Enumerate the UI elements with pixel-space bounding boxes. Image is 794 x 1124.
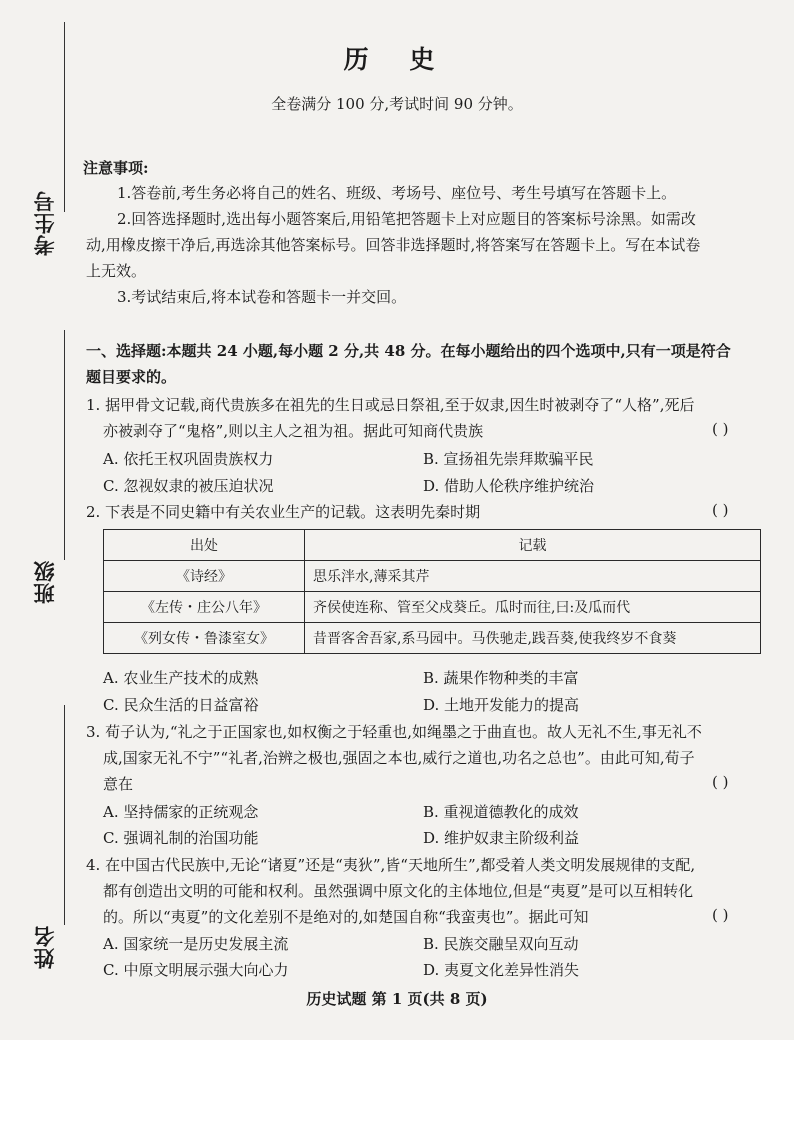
q2-option-d: D. 土地开发能力的提高	[423, 696, 580, 714]
q4-stem-line-2: 都有创造出文明的可能和权利。虽然强调中原文化的主体地位,但是“夷夏”是可以互相转化	[103, 882, 694, 900]
q3-stem-line-2: 成,国家无礼不宁”“礼者,治辨之极也,强固之本也,威行之道也,功名之总也”。由此可知,荀子	[103, 749, 695, 767]
q4-stem-line-3: 的。所以“夷夏”的文化差别不是绝对的,如楚国自称“我蛮夷也”。据此可知	[103, 908, 589, 926]
q1-option-c: C. 忽视奴隶的被压迫状况	[103, 477, 274, 495]
q3-option-d: D. 维护奴隶主阶级利益	[423, 829, 580, 847]
table-cell-record: 齐侯使连称、管至父戍葵丘。瓜时而往,曰:及瓜而代	[305, 592, 761, 623]
q1-option-b: B. 宣扬祖先崇拜欺骗平民	[423, 450, 594, 468]
q2-table	[103, 529, 761, 654]
q4-stem-line-1: 4. 在中国古代民族中,无论“诸夏”还是“夷狄”,皆“天地所生”,都受着人类文明发展规律的支配,	[86, 856, 696, 874]
q2-option-b: B. 蔬果作物种类的丰富	[423, 669, 579, 687]
q4-option-c: C. 中原文明展示强大向心力	[103, 961, 289, 979]
q4-option-d: D. 夷夏文化差异性消失	[423, 961, 580, 979]
q2-option-c: C. 民众生活的日益富裕	[103, 696, 259, 714]
q4-option-b: B. 民族交融呈双向互动	[423, 935, 579, 953]
q4-option-a: A. 国家统一是历史发展主流	[103, 935, 289, 953]
q1-stem-line-2: 亦被剥夺了“鬼格”,则以主人之祖为祖。据此可知商代贵族	[103, 422, 484, 440]
table-cell-source: 《诗经》	[104, 561, 305, 592]
exam-subtitle: 全卷满分 100 分,考试时间 90 分钟。	[271, 95, 523, 113]
table-cell-record: 思乐泮水,薄采其芹	[305, 561, 761, 592]
table-row	[104, 592, 761, 623]
section-1-heading-line-2: 题目要求的。	[86, 368, 177, 386]
q1-option-d: D. 借助人伦秩序维护统治	[423, 477, 595, 495]
q4-answer-paren: ( )	[712, 906, 729, 924]
q3-option-b: B. 重视道德教化的成效	[423, 803, 579, 821]
table-header-record: 记载	[305, 530, 761, 561]
q1-stem-line-1: 1. 据甲骨文记载,商代贵族多在祖先的生日或忌日祭祖,至于奴隶,因生时被剥夺了“人格”,死后	[86, 396, 695, 414]
table-header-source: 出处	[104, 530, 305, 561]
section-1-heading-line-1: 一、选择题:本题共 24 小题,每小题 2 分,共 48 分。在每小题给出的四个选项中,只有一项是符合	[86, 342, 731, 360]
notice-item-2-line-3: 上无效。	[86, 262, 147, 280]
table-cell-source: 《左传・庄公八年》	[104, 592, 305, 623]
table-row	[104, 623, 761, 654]
notice-item-2-line-1: 2.回答选择题时,选出每小题答案后,用铅笔把答题卡上对应题目的答案标号涂黑。如需改	[117, 210, 696, 228]
binding-line-bottom	[64, 705, 65, 925]
q1-answer-paren: ( )	[712, 420, 729, 438]
binding-line-middle	[64, 330, 65, 560]
q3-stem-line-1: 3. 荀子认为,“礼之于正国家也,如权衡之于轻重也,如绳墨之于曲直也。故人无礼不生,事无礼不	[86, 723, 702, 741]
notice-item-3: 3.考试结束后,将本试卷和答题卡一并交回。	[117, 288, 407, 306]
q3-option-c: C. 强调礼制的治国功能	[103, 829, 259, 847]
notice-item-2-line-2: 动,用橡皮擦干净后,再选涂其他答案标号。回答非选择题时,将答案写在答题卡上。写在本试卷	[86, 236, 701, 254]
table-header-row	[104, 530, 761, 561]
q3-answer-paren: ( )	[712, 773, 729, 791]
table-row	[104, 561, 761, 592]
q3-stem-line-3: 意在	[103, 775, 134, 793]
q2-option-a: A. 农业生产技术的成熟	[103, 669, 259, 687]
notice-heading: 注意事项:	[83, 159, 149, 177]
notice-item-1: 1.答卷前,考生务必将自己的姓名、班级、考场号、座位号、考生号填写在答题卡上。	[117, 184, 677, 202]
table-cell-source: 《列女传・鲁漆室女》	[104, 623, 305, 654]
page-footer: 历史试题 第 1 页(共 8 页)	[306, 990, 488, 1008]
name-label: 姓名	[32, 925, 57, 969]
table-cell-record: 昔晋客舍吾家,系马园中。马佚驰走,践吾葵,使我终岁不食葵	[305, 623, 761, 654]
exam-title: 历 史	[343, 45, 451, 74]
exam-no-label: 考生号	[32, 190, 57, 256]
q1-option-a: A. 依托王权巩固贵族权力	[103, 450, 274, 468]
class-label: 班级	[32, 560, 57, 604]
q2-stem: 2. 下表是不同史籍中有关农业生产的记载。这表明先秦时期	[86, 503, 481, 521]
q3-option-a: A. 坚持儒家的正统观念	[103, 803, 259, 821]
q2-answer-paren: ( )	[712, 501, 729, 519]
